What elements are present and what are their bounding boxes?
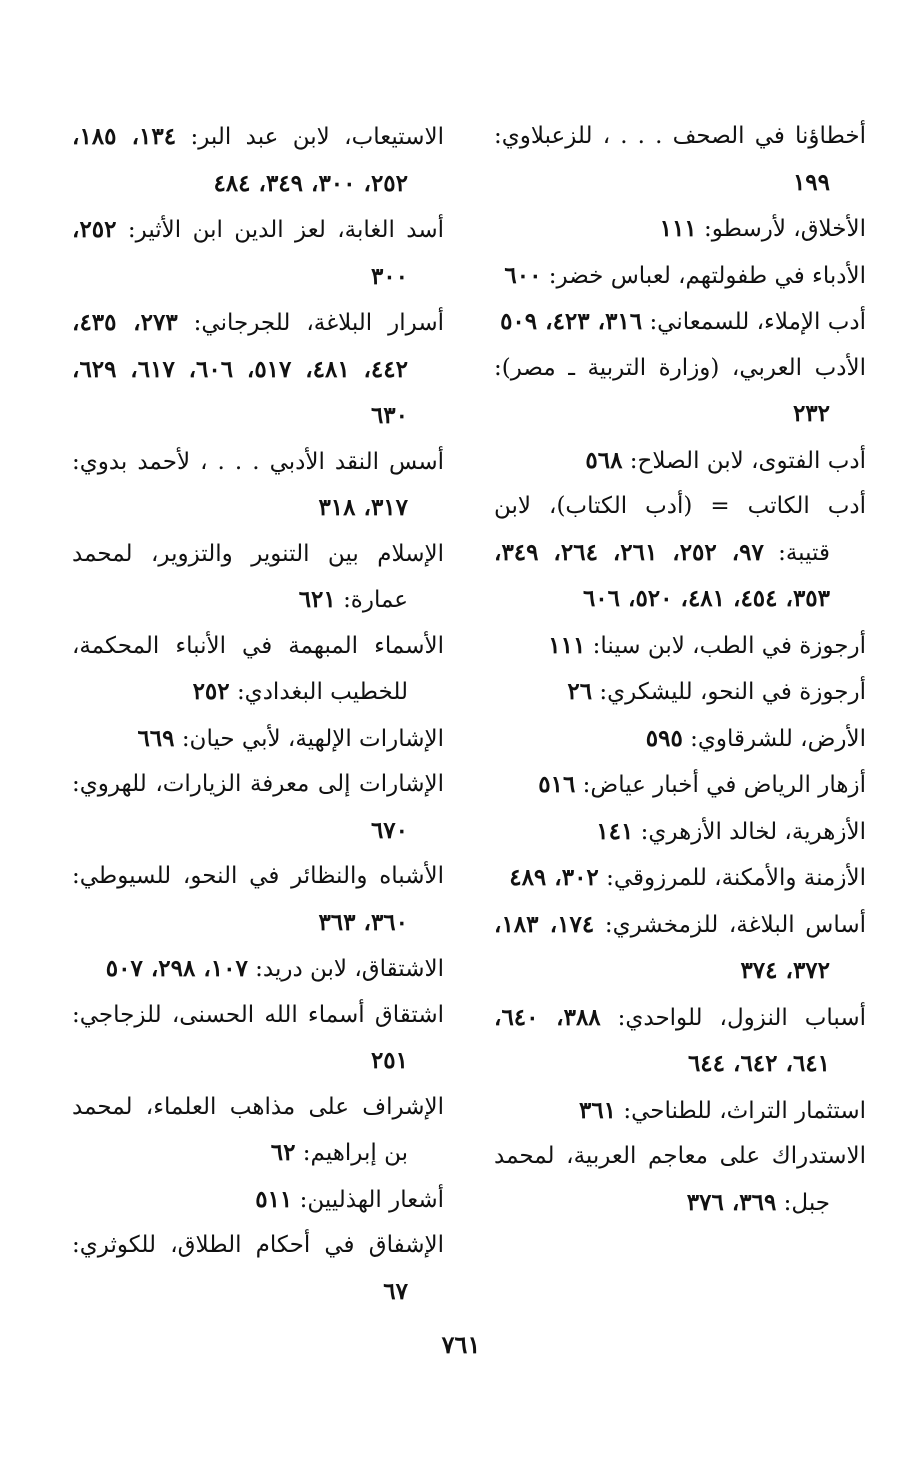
index-entry — [72, 993, 444, 1085]
entry-pages: ٣١٦، ٤٢٣، ٥٠٩ — [500, 308, 643, 335]
entry-title: الأشباه والنظائر في النحو، للسيوطي: — [72, 863, 444, 889]
entry-title: الأدب العربي، (وزارة التربية ـ مصر): — [494, 354, 866, 381]
entry-pages: ٥٦٨ — [585, 446, 623, 474]
entry-pages: ٣١٧، ٣١٨ — [318, 494, 408, 521]
entry-pages: ٦٠٠ — [504, 261, 542, 289]
entry-title: الأزمنة والأمكنة، للمرزوقي: — [606, 865, 866, 891]
index-entry — [72, 207, 444, 300]
index-entry — [494, 346, 866, 438]
entry-pages: ٣٦٩، ٣٧٦ — [686, 1188, 777, 1216]
index-entry — [72, 532, 444, 624]
entry-title: أساس البلاغة، للزمخشري: — [604, 911, 867, 938]
entry-title: أرجوزة في الطب، لابن سينا: — [592, 632, 866, 659]
entry-title: أزهار الرياض في أخبار عياض: — [582, 772, 866, 798]
entry-title: أدب الكاتب = (أدب الكتاب)، لابن قتيبة: — [494, 493, 866, 566]
index-entry — [72, 1085, 444, 1177]
entry-title: الاستدراك على معاجم العربية، لمحمد جبل: — [494, 1143, 866, 1216]
entry-title: أدب الإملاء، للسمعاني: — [649, 309, 866, 335]
entry-pages: ١١١ — [548, 631, 586, 659]
entry-pages: ٢٦ — [567, 678, 593, 705]
entry-pages: ٥٩٥ — [645, 724, 683, 752]
index-entry — [72, 1177, 444, 1224]
entry-pages: ١١١ — [659, 215, 697, 242]
entry-title: اشتقاق أسماء الله الحسنى، للزجاجي: — [72, 1001, 444, 1028]
entry-pages: ١٤١ — [596, 817, 634, 845]
index-entry — [494, 762, 866, 809]
entry-title: الإشارات الإلهية، لأبي حيان: — [181, 725, 444, 752]
entry-title: أدب الفتوى، لابن الصلاح: — [629, 447, 866, 474]
entry-pages: ٢٥١ — [370, 1047, 408, 1074]
entry-title: الأزهرية، لخالد الأزهري: — [640, 818, 866, 845]
entry-title: الاشتقاق، لابن دريد: — [255, 956, 444, 982]
entry-pages: ٦٦٩ — [137, 724, 175, 752]
index-entry — [72, 440, 444, 532]
entry-pages: ٣٦١ — [578, 1096, 617, 1124]
index-entry — [72, 946, 444, 993]
entry-title: الإشفاق في أحكام الطلاق، للكوثري: — [72, 1232, 444, 1258]
index-entry — [72, 624, 444, 716]
entry-pages: ٢٣٢ — [792, 400, 830, 427]
index-entry — [494, 484, 866, 623]
index-entry — [494, 206, 866, 253]
entry-title: أخطاؤنا في الصحف . . . ، للزعبلاوي: — [494, 123, 866, 149]
entry-pages: ١٣٤، ١٨٥، ٢٥٢، ٣٠٠، ٣٤٩، ٤٨٤ — [72, 123, 408, 197]
entry-pages: ٦٢ — [270, 1139, 296, 1166]
index-entry — [494, 669, 866, 716]
entry-pages: ١٩٩ — [792, 168, 830, 196]
entry-title: الإسلام بين التنوير والتزوير، لمحمد عمارة: — [72, 540, 444, 613]
entry-title: أرجوزة في النحو، لليشكري: — [599, 679, 866, 705]
entry-pages: ٣٨٨، ٦٤٠، ٦٤١، ٦٤٢، ٦٤٤ — [494, 1003, 830, 1077]
index-entry — [494, 299, 866, 346]
page-number: ٧٦١ — [441, 1330, 481, 1359]
entry-title: الأدباء في طفولتهم، لعباس خضر: — [548, 262, 866, 289]
entry-title: الإشارات إلى معرفة الزيارات، للهروي: — [72, 771, 444, 797]
entry-pages: ٦٧٠ — [370, 816, 408, 844]
entry-pages: ٢٧٣، ٤٣٥، ٤٤٢، ٤٨١، ٥١٧، ٦٠٦، ٦١٧، ٦٢٩، ٦٣٠ — [72, 309, 408, 429]
index-entry — [494, 623, 866, 670]
entry-title: أسرار البلاغة، للجرجاني: — [193, 310, 445, 336]
index-entry — [494, 995, 866, 1088]
index-entry — [494, 1134, 866, 1226]
entry-title: أشعار الهذليين: — [299, 1186, 444, 1213]
entry-pages: ٢٥٢ — [192, 678, 230, 705]
entry-title: الأسماء المبهمة في الأنباء المحكمة، للخطيب البغدادي: — [72, 632, 444, 705]
entry-title: الأرض، للشرقاوي: — [690, 725, 866, 752]
index-entry — [494, 902, 866, 995]
index-entry — [72, 762, 444, 854]
index-column-right — [494, 114, 866, 1226]
entry-pages: ٩٧، ٢٥٢، ٢٦١، ٢٦٤، ٣٤٩، ٣٥٣، ٤٥٤، ٤٨١، ٥٢٠، ٦٠٦ — [494, 538, 830, 612]
index-entry — [72, 1223, 444, 1315]
entry-pages: ٥١٦ — [538, 771, 576, 798]
entry-title: الإشراف على مذاهب العلماء، لمحمد بن إبراهيم: — [72, 1093, 444, 1166]
entry-title: استثمار التراث، للطناحي: — [623, 1097, 866, 1124]
index-entry — [72, 114, 444, 207]
entry-pages: ٦٧ — [383, 1277, 408, 1305]
index-entry — [72, 854, 444, 946]
index-entry — [72, 716, 444, 763]
entry-pages: ٦٢١ — [298, 586, 336, 613]
entry-pages: ١٧٤، ١٨٣، ٣٧٢، ٣٧٤ — [494, 910, 830, 984]
index-entry — [494, 438, 866, 485]
entry-title: أسباب النزول، للواحدي: — [617, 1004, 867, 1031]
index-entry — [494, 114, 866, 206]
index-entry — [494, 716, 866, 763]
index-column-left — [72, 114, 444, 1315]
index-entry — [494, 1088, 866, 1135]
index-entry — [72, 300, 444, 440]
index-entry — [494, 809, 866, 856]
entry-pages: ١٠٧، ٢٩٨، ٥٠٧ — [105, 955, 248, 982]
entry-title: الاستيعاب، لابن عبد البر: — [190, 124, 444, 150]
entry-title: الأخلاق، لأرسطو: — [703, 216, 866, 242]
index-entry — [494, 253, 866, 300]
entry-title: أسس النقد الأدبي . . . ، لأحمد بدوي: — [72, 448, 444, 475]
index-entry — [494, 855, 866, 902]
entry-pages: ٣٦٠، ٣٦٣ — [318, 908, 408, 936]
entry-pages: ٥١١ — [255, 1185, 293, 1213]
entry-pages: ٣٠٢، ٤٨٩ — [509, 864, 599, 891]
entry-title: أسد الغابة، لعز الدين ابن الأثير: — [127, 217, 444, 243]
entry-pages: ٢٥٢، ٣٠٠ — [72, 216, 408, 290]
